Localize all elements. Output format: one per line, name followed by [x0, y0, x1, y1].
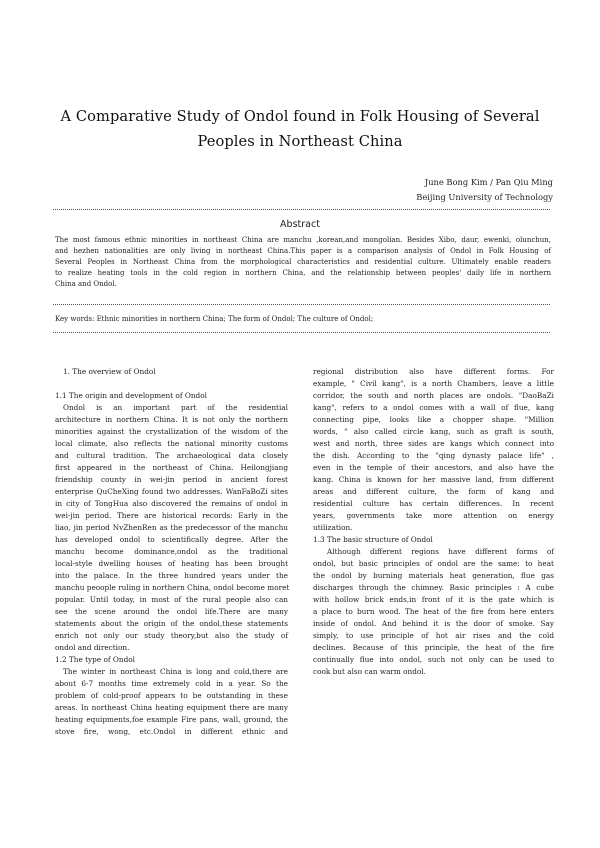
- right-column: [313, 366, 554, 678]
- text-line: simply, to use principle of hot air rises and the cold: [313, 631, 554, 640]
- paper-title: [40, 104, 560, 154]
- section-heading: 1.3 The basic structure of Ondol: [313, 535, 433, 544]
- text-line: first appeared in the northeast of China. Heilongjiang: [55, 463, 288, 472]
- text-line: the dish. According to the "qing dynasty palace life" ,: [313, 451, 554, 460]
- text-line: popular. Until today, in most of the rural people also can: [55, 595, 288, 604]
- text-line: declines. Because of this principle, the heat of the fire: [313, 643, 554, 652]
- abstract-line: China and Ondol.: [55, 280, 117, 289]
- title-line-2: Peoples in Northeast China: [197, 133, 403, 150]
- abstract-line: and hezhen nationalities are only living in northeast China.This paper is a comparison analysis of Ondol in Folk Housing of: [55, 247, 551, 256]
- text-line: discharges through the chimney. Basic principles : A cube: [313, 583, 554, 592]
- text-line: Ondol is an important part of the residential: [63, 403, 288, 412]
- text-line: minorities against the crystallization of the wisdom of the: [55, 427, 288, 436]
- text-line: connecting pipe, looks like a chopper shape. "Million: [313, 415, 554, 424]
- divider-keywords: [53, 332, 550, 333]
- text-line: the ondol by burning materials heat generation, flue gas: [313, 571, 554, 580]
- text-line: areas and different culture, the form of kang and: [313, 487, 554, 496]
- text-line: heating equipments,foe example Fire pans, wall, ground, the: [55, 715, 288, 724]
- text-line: Although different regions have different forms of: [327, 547, 554, 556]
- text-line: with hollow brick ends,in front of it is the gate which is: [313, 595, 554, 604]
- spacer: [55, 378, 288, 390]
- section-heading: 1.2 The type of Ondol: [55, 655, 135, 664]
- text-line: local climate, also reflects the national minority customs: [55, 439, 288, 448]
- text-line: a place to burn wood. The heat of the fire from here enters: [313, 607, 554, 616]
- abstract-line: Several Peoples in Northeast China from the morphological characteristics and residential culture. Ultimately enable readers: [55, 258, 551, 267]
- left-column: [55, 366, 288, 738]
- abstract-line: to realize heating tools in the cold region in northern China, and the relationship between peoples' daily life in northern: [55, 269, 551, 278]
- authors: June Bong Kim / Pan Qiu Ming: [424, 177, 553, 187]
- text-line: into the palace. In the three hundred years under the: [55, 571, 288, 580]
- text-line: see the scene around the ondol life.There are many: [55, 607, 288, 616]
- divider-top: [53, 209, 550, 210]
- text-line: wei-jin period. There are historical records: Early in the: [55, 511, 288, 520]
- text-line: about 6-7 months time extremely cold in a year. So the: [55, 679, 288, 688]
- text-line: continually flue into ondol, such not only can be used to: [313, 655, 554, 664]
- text-line: example, " Civil kang", is a north Chambers, leave a little: [313, 379, 554, 388]
- section-heading: 1. The overview of Ondol: [63, 367, 156, 376]
- text-line: areas. In northeast China heating equipment there are many: [55, 703, 288, 712]
- abstract-heading: Abstract: [280, 219, 320, 230]
- abstract-line: The most famous ethnic minorities in northeast China are manchu ,korean,and mongolian. Besides Xibo, daur, ewenki, olunchun,: [55, 236, 551, 244]
- text-line: corridor, the south and north places are ondols. "DaoBaZi: [313, 391, 554, 400]
- text-line: and cultural tradition. The archaeological data closely: [55, 451, 288, 460]
- text-line: years, governments take more attention on energy: [313, 511, 554, 520]
- text-line: architecture in northern China. It is not only the northern: [55, 415, 288, 424]
- text-line: cook but also can warm ondol.: [313, 667, 426, 676]
- abstract-body: [55, 235, 551, 290]
- text-line: manchu become dominance,ondol as the traditional: [55, 547, 288, 556]
- section-heading: 1.1 The origin and development of Ondol: [55, 391, 207, 400]
- text-line: enrich not only our study theory,but also the study of: [55, 631, 288, 640]
- text-line: The winter in northeast China is long and cold,there are: [63, 667, 288, 676]
- text-line: ondol and direction.: [55, 643, 130, 652]
- text-line: kang", refers to a ondol comes with a wall of flue, kang: [313, 403, 554, 412]
- text-line: utilization.: [313, 523, 353, 532]
- text-line: enterprise QuCheXing found two addresses. WanFaBoZi sites: [55, 487, 288, 496]
- text-line: friendship county in wei-jin period in ancient forest: [55, 475, 288, 484]
- text-line: in city of TongHua also discovered the remains of ondol in: [55, 499, 288, 508]
- text-line: statements about the origin of the ondol,these statements: [55, 619, 288, 628]
- text-line: residential culture has certain differences. In recent: [313, 499, 554, 508]
- text-line: stove fire, wong, etc.Ondol in different ethnic and: [55, 727, 288, 736]
- text-line: manchu peoople ruling in northern China, ondol become moret: [55, 583, 290, 592]
- text-line: kang. China is known for her massive land, from different: [313, 475, 554, 484]
- text-line: problem of cold-proof appears to be outstanding in these: [55, 691, 288, 700]
- keywords: Key words: Ethnic minorities in northern China; The form of Ondol; The culture of Ondol;: [55, 315, 374, 323]
- text-line: inside of ondol. And behind it is the door of smoke. Say: [313, 619, 554, 628]
- author-block: [416, 175, 553, 205]
- text-line: liao, jin period NvZhenRen as the predecessor of the manchu: [55, 523, 288, 532]
- text-line: west and north, three sides are kangs which connect into: [313, 439, 554, 448]
- text-line: words, " also called circle kang, such as graft is south,: [313, 427, 554, 436]
- affiliation: Beijing University of Technology: [416, 192, 553, 202]
- title-line-1: A Comparative Study of Ondol found in Folk Housing of Several: [60, 108, 540, 125]
- text-line: even in the temple of their ancestors, and also have the: [313, 463, 554, 472]
- divider-abstract: [53, 304, 550, 305]
- text-line: regional distribution also have different forms. For: [313, 367, 554, 376]
- text-line: local-style dwelling houses of heating has been brought: [55, 559, 288, 568]
- text-line: has developed ondol to scientifically degree. After the: [55, 535, 288, 544]
- text-line: ondol, but basic principles of ondol are the same: to heat: [313, 559, 554, 568]
